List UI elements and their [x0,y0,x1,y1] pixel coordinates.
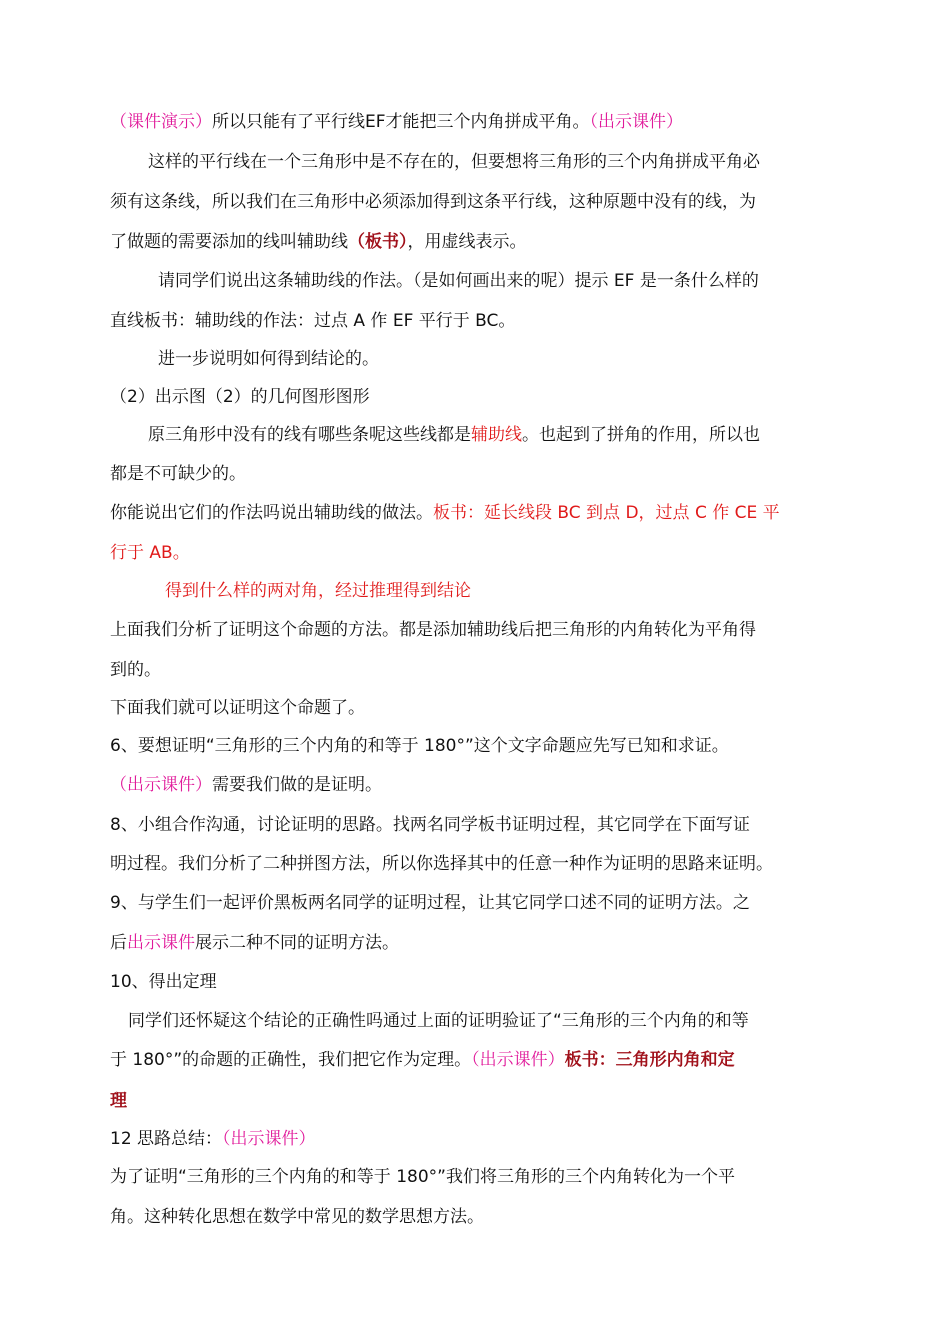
paragraph-line: 9、与学生们一起评价黑板两名同学的证明过程，让其它同学口述不同的证明方法。之 [110,893,750,913]
paragraph-line: 这样的平行线在一个三角形中是不存在的，但要想将三角形的三个内角拼成平角必 [148,152,760,172]
paragraph-line: 得到什么样的两对角，经过推理得到结论 [165,581,471,601]
text-run: 于 180°”的命题的正确性，我们把它作为定理。 [110,1050,472,1070]
text-run: 所以只能有了平行线EF才能把三个内角拼成平角。 [212,112,590,132]
paragraph-line: 理 [110,1091,127,1111]
blackboard-note: （板书） [348,232,408,252]
text-run: 12 思路总结： [110,1129,223,1149]
paragraph-line [110,932,399,954]
paragraph-line: 明过程。我们分析了二种拼图方法，所以你选择其中的任意一种作为证明的思路来证明。 [110,854,773,874]
paragraph-line [110,111,683,133]
paragraph-line: 须有这条线，所以我们在三角形中必须添加得到这条平行线，这种原题中没有的线，为 [110,192,756,212]
text-run: 后 [110,933,127,953]
paragraph-line: 上面我们分析了证明这个命题的方法。都是添加辅助线后把三角形的内角转化为平角得 [110,620,756,640]
show-courseware-note: （出示课件） [471,1050,565,1070]
text-run: ，用虚线表示。 [407,232,527,252]
paragraph-line: 6、要想证明“三角形的三个内角的和等于 180°”这个文字命题应先写已知和求证。 [110,736,729,756]
show-courseware-note: 出示课件 [127,933,195,953]
text-run: 你能说出它们的作法吗说出辅助线的做法。 [110,503,433,523]
paragraph-line [110,1128,316,1150]
blackboard-note: 板书：三角形内角和定 [564,1050,735,1070]
paragraph-line [110,502,780,524]
text-run: 原三角形中没有的线有哪些条呢这些线都是 [148,425,471,445]
paragraph-line: 下面我们就可以证明这个命题了。 [110,698,365,718]
paragraph-line: 请同学们说出这条辅助线的作法。（是如何画出来的呢）提示 EF 是一条什么样的 [158,271,759,291]
show-courseware-note: （出示课件） [222,1129,316,1149]
paragraph-line [110,1049,735,1071]
paragraph-line: 直线板书：辅助线的作法：过点 A 作 EF 平行于 BC。 [110,311,516,331]
paragraph-line: 同学们还怀疑这个结论的正确性吗通过上面的证明验证了“三角形的三个内角的和等 [128,1011,749,1031]
paragraph-line: 10、得出定理 [110,972,217,992]
paragraph-line: 角。这种转化思想在数学中常见的数学思想方法。 [110,1207,484,1227]
paragraph-line [148,424,760,446]
paragraph-line: 进一步说明如何得到结论的。 [158,349,379,369]
text-run: 展示二种不同的证明方法。 [195,933,399,953]
show-courseware-note: （出示课件） [589,112,684,132]
paragraph-line [110,231,527,253]
paragraph-line: 都是不可缺少的。 [110,464,246,484]
auxiliary-line-term: 辅助线 [471,425,522,445]
paragraph-line: 到的。 [110,660,161,680]
paragraph-line [110,774,382,796]
show-courseware-note: （出示课件） [110,775,212,795]
paragraph-line: 行于 AB。 [110,543,190,563]
paragraph-line: 为了证明“三角形的三个内角的和等于 180°”我们将三角形的三个内角转化为一个平 [110,1167,735,1187]
blackboard-note: 板书：延长线段 BC 到点 D，过点 C 作 CE 平 [433,503,780,523]
text-run: 需要我们做的是证明。 [212,775,382,795]
courseware-demo-note: （课件演示） [110,112,212,132]
paragraph-line: （2）出示图（2）的几何图形图形 [110,387,370,407]
text-run: 。也起到了拼角的作用，所以也 [522,425,760,445]
paragraph-line: 8、小组合作沟通，讨论证明的思路。找两名同学板书证明过程，其它同学在下面写证 [110,815,750,835]
text-run: 了做题的需要添加的线叫辅助线 [110,232,348,252]
